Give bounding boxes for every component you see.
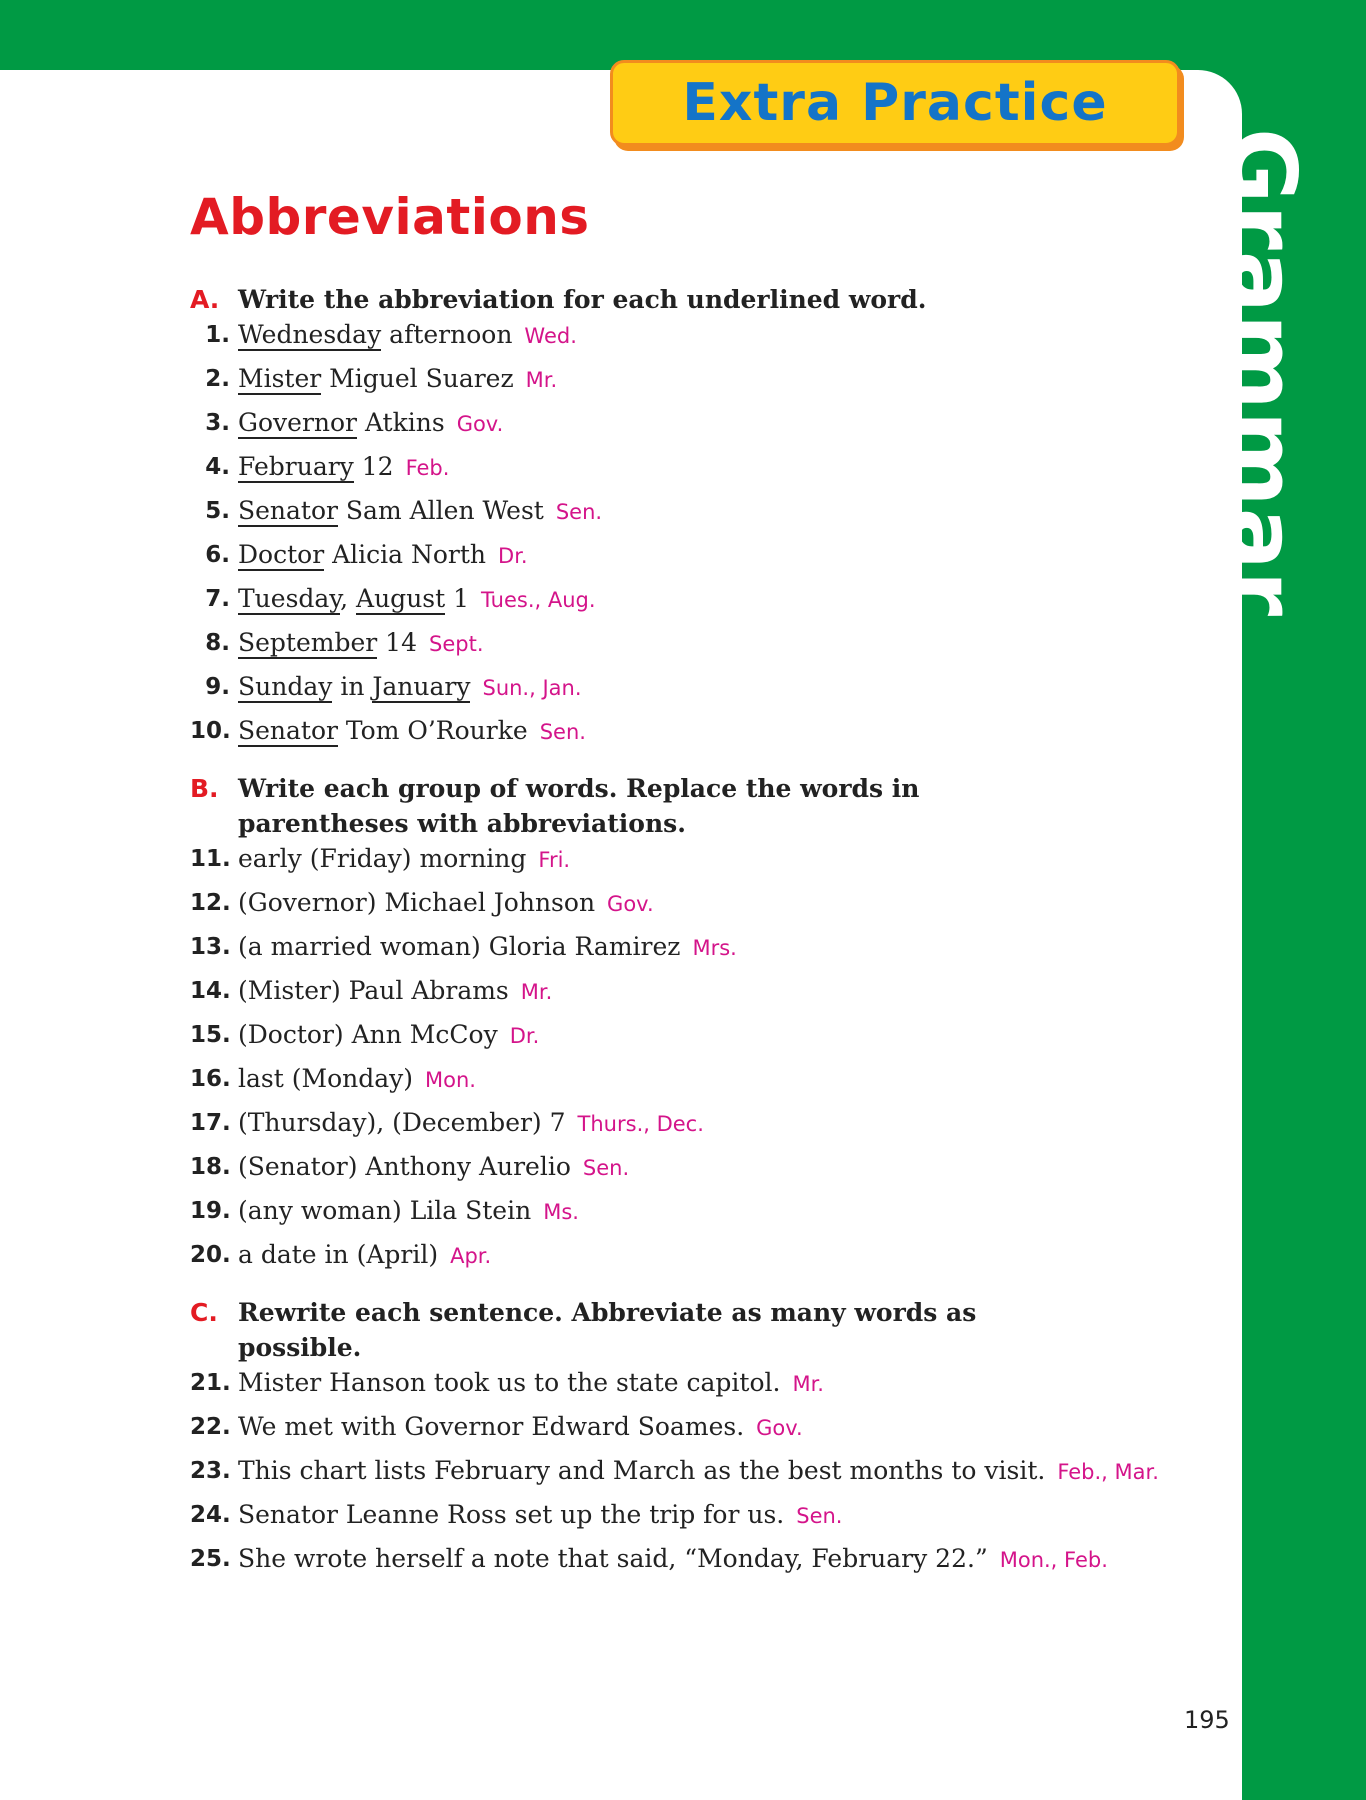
item-text (238, 1105, 1190, 1142)
item-text (238, 493, 1190, 530)
item-text (238, 973, 1190, 1010)
exercise-item (190, 885, 1190, 929)
item-text-part: Alicia North (324, 540, 487, 569)
item-text-part: Sam Allen West (337, 496, 544, 525)
exercise-item (190, 405, 1190, 449)
underlined-word: Sunday (238, 672, 333, 701)
exercise-item (190, 973, 1190, 1017)
item-text (238, 625, 1190, 662)
item-text-part: (Mister) Paul Abrams (238, 976, 509, 1005)
underlined-word: Senator (238, 496, 338, 525)
item-number (190, 581, 238, 617)
item-number (190, 885, 238, 921)
item-number-text: 17. (190, 1110, 231, 1136)
side-tab-label: Grammar (1209, 128, 1316, 618)
exercise-item (190, 669, 1190, 713)
answer-key: Dr. (509, 1024, 540, 1048)
item-text-part: early (Friday) morning (238, 844, 527, 873)
item-number (190, 1237, 238, 1273)
section-b-list (190, 841, 1190, 1281)
item-text (238, 1409, 1190, 1446)
item-number-text: 3. (205, 410, 230, 436)
section-instruction: Write the abbreviation for each underlined word. (238, 285, 927, 314)
answer-key: Sen. (582, 1156, 630, 1180)
answer-key: Gov. (607, 892, 654, 916)
item-number (190, 713, 238, 749)
section-c-heading (190, 1295, 1190, 1365)
item-text-part: (Thursday), (December) 7 (238, 1108, 566, 1137)
exercise-item (190, 1237, 1190, 1281)
item-number-text: 23. (190, 1458, 231, 1484)
item-text-part: (Senator) Anthony Aurelio (238, 1152, 571, 1181)
item-text (238, 581, 1190, 618)
item-number-text: 16. (190, 1066, 231, 1092)
exercise-item (190, 1193, 1190, 1237)
item-text (238, 1497, 1190, 1534)
section-c-list (190, 1365, 1190, 1585)
item-text (238, 537, 1190, 574)
underlined-word: Tuesday (238, 584, 341, 613)
item-text-part: Atkins (357, 408, 445, 437)
item-number (190, 537, 238, 573)
item-number (190, 1061, 238, 1097)
item-number-text: 4. (205, 454, 230, 480)
section-b-heading (190, 771, 1190, 841)
item-number (190, 973, 238, 1009)
answer-key: Mr. (792, 1372, 824, 1396)
exercise-item (190, 317, 1190, 361)
item-text-part: (Doctor) Ann McCoy (238, 1020, 498, 1049)
answer-key: Mr. (520, 980, 553, 1004)
item-number-text: 25. (190, 1546, 231, 1572)
item-number-text: 8. (205, 630, 230, 656)
answer-key: Mrs. (692, 936, 737, 960)
answer-key: Tues., Aug. (481, 588, 596, 612)
item-number (190, 625, 238, 661)
exercise-item (190, 625, 1190, 669)
item-number-text: 14. (190, 978, 231, 1004)
item-number (190, 1453, 238, 1489)
item-number (190, 1365, 238, 1401)
answer-key: Mon., Feb. (999, 1548, 1108, 1572)
answer-key: Sen. (555, 500, 603, 524)
item-text (238, 1193, 1190, 1230)
exercise-item (190, 1453, 1190, 1497)
item-text (238, 885, 1190, 922)
item-text (238, 1541, 1190, 1578)
section-a-heading (190, 282, 1190, 317)
answer-key: Ms. (543, 1200, 579, 1224)
item-text (238, 713, 1190, 750)
underlined-word: Governor (238, 408, 357, 437)
exercise-item (190, 1541, 1190, 1585)
item-text (238, 1237, 1190, 1274)
answer-key: Feb., Mar. (1057, 1460, 1159, 1484)
exercise-item (190, 1061, 1190, 1105)
item-text (238, 929, 1190, 966)
item-text-part: in (332, 672, 373, 701)
item-number (190, 1149, 238, 1185)
item-text-part: , (340, 584, 357, 613)
item-text-part: (Governor) Michael Johnson (238, 888, 596, 917)
section-letter: C. (190, 1298, 218, 1327)
item-text-part: (any woman) Lila Stein (238, 1196, 532, 1225)
underlined-word: February (238, 452, 354, 481)
answer-key: Sen. (539, 720, 586, 744)
exercise-content (190, 282, 1190, 1585)
extra-practice-banner (610, 60, 1180, 146)
section-letter: B. (190, 774, 219, 803)
exercise-item (190, 537, 1190, 581)
exercise-item (190, 713, 1190, 757)
answer-key: Sun., Jan. (482, 676, 582, 700)
item-number (190, 317, 238, 353)
item-number-text: 19. (190, 1198, 231, 1224)
item-text-part: last (Monday) (238, 1064, 414, 1093)
exercise-item (190, 1365, 1190, 1409)
exercise-item (190, 841, 1190, 885)
underlined-word: Senator (238, 716, 338, 745)
item-number (190, 1017, 238, 1053)
item-text-part: Mister Hanson took us to the state capitol. (238, 1368, 781, 1397)
banner-text: Extra Practice (682, 73, 1108, 133)
item-text-part: This chart lists February and March as the best months to visit. (238, 1456, 1046, 1485)
item-text (238, 669, 1190, 706)
item-number-text: 5. (205, 498, 230, 524)
item-text-part: 14 (377, 628, 417, 657)
item-text-part: a date in (April) (238, 1240, 439, 1269)
item-number-text: 15. (190, 1022, 231, 1048)
item-number (190, 449, 238, 485)
item-number (190, 1105, 238, 1141)
item-number-text: 11. (190, 846, 231, 872)
item-number (190, 361, 238, 397)
item-number (190, 405, 238, 441)
item-number-text: 10. (190, 718, 231, 744)
item-text (238, 1017, 1190, 1054)
exercise-item (190, 1149, 1190, 1193)
answer-key: Feb. (405, 456, 450, 480)
item-text-part: She wrote herself a note that said, “Monday, February 22.” (238, 1544, 988, 1573)
item-text (238, 361, 1190, 398)
item-number-text: 2. (205, 366, 230, 392)
item-text (238, 317, 1190, 354)
item-text-part: We met with Governor Edward Soames. (238, 1412, 745, 1441)
answer-key: Wed. (524, 324, 577, 348)
answer-key: Sept. (429, 632, 484, 656)
item-number (190, 493, 238, 529)
answer-key: Gov. (456, 412, 504, 436)
item-number-text: 24. (190, 1502, 231, 1528)
exercise-item (190, 1017, 1190, 1061)
item-text-part: Miguel Suarez (321, 364, 514, 393)
exercise-item (190, 361, 1190, 405)
exercise-item (190, 449, 1190, 493)
item-number-text: 13. (190, 934, 231, 960)
item-text-part: Tom O’Rourke (337, 716, 528, 745)
section-instruction: Rewrite each sentence. Abbreviate as many words as possible. (238, 1298, 977, 1362)
answer-key: Mr. (525, 368, 558, 392)
item-number (190, 669, 238, 705)
item-text (238, 1061, 1190, 1098)
exercise-item (190, 929, 1190, 973)
underlined-word: August (356, 584, 446, 613)
item-number-text: 12. (190, 890, 231, 916)
item-number (190, 841, 238, 877)
answer-key: Gov. (756, 1416, 803, 1440)
exercise-item (190, 581, 1190, 625)
underlined-word: January (372, 672, 471, 701)
item-text (238, 1365, 1190, 1402)
underlined-word: Wednesday (238, 320, 382, 349)
section-a-list (190, 317, 1190, 757)
exercise-item (190, 493, 1190, 537)
item-number-text: 6. (205, 542, 230, 568)
item-number-text: 9. (205, 674, 230, 700)
answer-key: Fri. (538, 848, 571, 872)
item-number-text: 1. (205, 322, 230, 348)
item-number (190, 1193, 238, 1229)
item-text (238, 841, 1190, 878)
item-text (238, 449, 1190, 486)
item-number-text: 21. (190, 1370, 231, 1396)
exercise-item (190, 1409, 1190, 1453)
exercise-item (190, 1105, 1190, 1149)
underlined-word: Doctor (238, 540, 325, 569)
answer-key: Thurs., Dec. (577, 1112, 704, 1136)
item-number-text: 18. (190, 1154, 231, 1180)
item-text-part: afternoon (381, 320, 513, 349)
item-number (190, 1497, 238, 1533)
item-number (190, 929, 238, 965)
section-instruction: Write each group of words. Replace the words in parentheses with abbreviations. (238, 774, 920, 838)
item-number-text: 7. (205, 586, 230, 612)
item-text-part: (a married woman) Gloria Ramirez (238, 932, 681, 961)
item-number (190, 1541, 238, 1577)
page-title: Abbreviations (190, 188, 590, 246)
answer-key: Mon. (425, 1068, 476, 1092)
section-letter: A. (190, 285, 220, 314)
answer-key: Sen. (796, 1504, 843, 1528)
underlined-word: Mister (238, 364, 322, 393)
item-text (238, 1453, 1190, 1490)
exercise-item (190, 1497, 1190, 1541)
underlined-word: September (238, 628, 378, 657)
page-number: 195 (1184, 1706, 1230, 1734)
answer-key: Apr. (450, 1244, 492, 1268)
item-number (190, 1409, 238, 1445)
item-text-part: Senator Leanne Ross set up the trip for us. (238, 1500, 785, 1529)
answer-key: Dr. (498, 544, 528, 568)
item-text (238, 1149, 1190, 1186)
item-text-part: 12 (353, 452, 394, 481)
item-number-text: 20. (190, 1242, 231, 1268)
item-number-text: 22. (190, 1414, 231, 1440)
item-text (238, 405, 1190, 442)
item-text-part: 1 (445, 584, 470, 613)
